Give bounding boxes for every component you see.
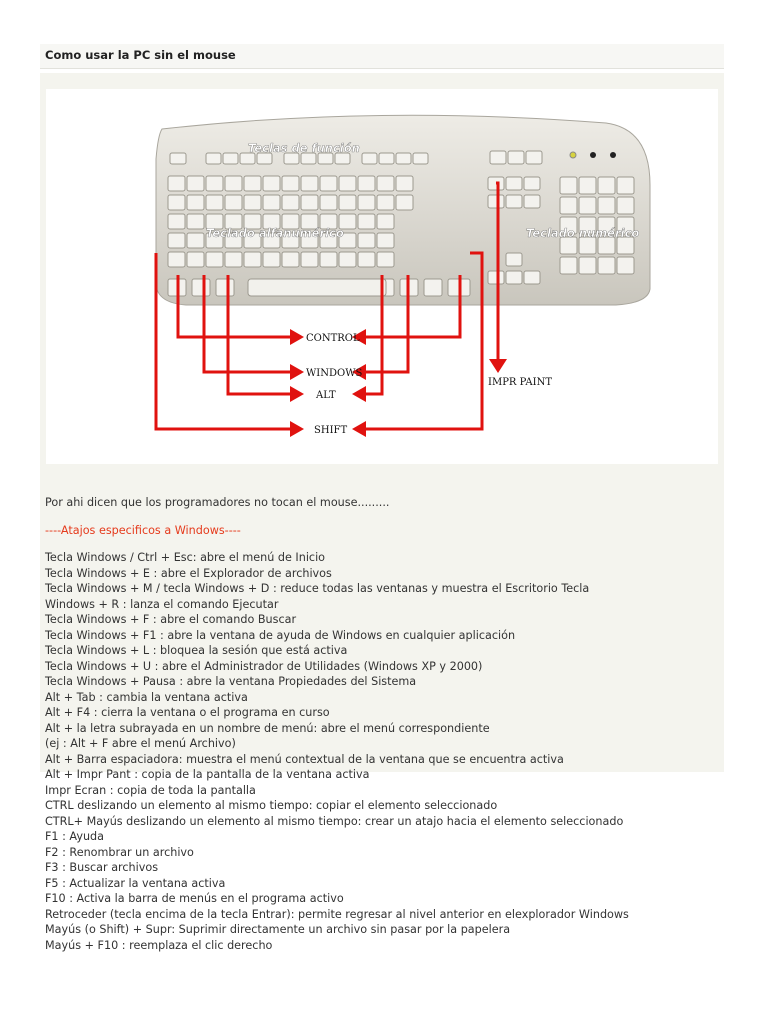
key-alphanumeric bbox=[263, 176, 280, 191]
key-system bbox=[508, 151, 524, 164]
key-alphanumeric bbox=[263, 252, 280, 267]
key-function bbox=[362, 153, 377, 164]
label-function-keys: Teclas de función bbox=[248, 141, 360, 155]
key-alphanumeric bbox=[358, 214, 375, 229]
key-alphanumeric bbox=[396, 195, 413, 210]
key-modifier bbox=[424, 279, 442, 296]
key-arrow bbox=[506, 271, 522, 284]
key-nav bbox=[506, 195, 522, 208]
label-alphanumeric: Teclado alfanumérico bbox=[206, 226, 344, 240]
shortcut-item: Mayús (o Shift) + Supr: Suprimir directamente un archivo sin pasar por la papelera bbox=[45, 923, 511, 936]
section-header: ----Atajos especificos a Windows---- bbox=[45, 523, 241, 537]
key-modifier bbox=[216, 279, 234, 296]
key-function bbox=[413, 153, 428, 164]
key-arrow bbox=[488, 271, 504, 284]
shortcut-item: Tecla Windows / Ctrl + Esc: abre el menú de Inicio bbox=[45, 551, 326, 564]
key-alphanumeric bbox=[244, 195, 261, 210]
key-alphanumeric bbox=[396, 176, 413, 191]
post-text bbox=[45, 495, 721, 953]
shortcut-item: F1 : Ayuda bbox=[45, 830, 104, 843]
key-function bbox=[379, 153, 394, 164]
key-arrow bbox=[524, 271, 540, 284]
key-alphanumeric bbox=[282, 195, 299, 210]
shortcut-item: Tecla Windows + F1 : abre la ventana de ayuda de Windows en cualquier aplicación bbox=[45, 628, 516, 642]
key-numeric bbox=[617, 177, 634, 194]
keyboard-diagram bbox=[46, 89, 718, 464]
label-alt: ALT bbox=[316, 390, 336, 401]
key-alphanumeric bbox=[320, 195, 337, 210]
indicator-light-2 bbox=[590, 152, 596, 158]
key-alphanumeric bbox=[377, 214, 394, 229]
label-impr-paint: IMPR PAINT bbox=[488, 377, 553, 388]
shortcut-item: Windows + R : lanza el comando Ejecutar bbox=[45, 597, 279, 611]
shortcut-item: Tecla Windows + Pausa : abre la ventana Propiedades del Sistema bbox=[45, 675, 417, 688]
key-alphanumeric bbox=[377, 195, 394, 210]
label-windows: WINDOWS bbox=[306, 368, 363, 379]
key-numeric bbox=[579, 197, 596, 214]
shortcut-item: F3 : Buscar archivos bbox=[45, 861, 159, 874]
key-alphanumeric bbox=[206, 195, 223, 210]
key-alphanumeric bbox=[320, 176, 337, 191]
key-alphanumeric bbox=[282, 176, 299, 191]
key-alphanumeric bbox=[168, 195, 185, 210]
post-title: Como usar la PC sin el mouse bbox=[45, 48, 236, 62]
key-alphanumeric bbox=[187, 214, 204, 229]
key-alphanumeric bbox=[168, 233, 185, 248]
key-alphanumeric bbox=[225, 176, 242, 191]
key-numeric bbox=[560, 177, 577, 194]
key-alphanumeric bbox=[377, 252, 394, 267]
shortcut-item: Alt + Tab : cambia la ventana activa bbox=[45, 690, 248, 704]
key-nav bbox=[524, 177, 540, 190]
key-alphanumeric bbox=[187, 176, 204, 191]
shortcut-item: Alt + Impr Pant : copia de la pantalla de la ventana activa bbox=[45, 768, 370, 781]
key-nav bbox=[524, 195, 540, 208]
key-alphanumeric bbox=[301, 252, 318, 267]
key-alphanumeric bbox=[358, 176, 375, 191]
key-alphanumeric bbox=[339, 176, 356, 191]
key-alphanumeric bbox=[358, 252, 375, 267]
key-numeric bbox=[598, 177, 615, 194]
shortcut-item: Tecla Windows + L : bloquea la sesión que está activa bbox=[45, 644, 348, 657]
key-alphanumeric bbox=[206, 252, 223, 267]
label-numeric: Teclado numérico bbox=[526, 226, 640, 240]
keyboard-diagram-svg bbox=[46, 89, 718, 464]
key-alphanumeric bbox=[225, 252, 242, 267]
key-alphanumeric bbox=[377, 233, 394, 248]
shortcut-item: (ej : Alt + F abre el menú Archivo) bbox=[45, 737, 236, 750]
indicator-light-3 bbox=[610, 152, 616, 158]
intro-text: Por ahi dicen que los programadores no tocan el mouse......... bbox=[45, 496, 390, 509]
key-alphanumeric bbox=[244, 252, 261, 267]
shortcut-item: Retroceder (tecla encima de la tecla Entrar): permite regresar al nivel anterior en elexplorador Windows bbox=[45, 907, 629, 921]
shortcut-item: Alt + Barra espaciadora: muestra el menú contextual de la ventana que se encuentra activa bbox=[45, 752, 564, 766]
shortcut-item: F5 : Actualizar la ventana activa bbox=[45, 876, 226, 890]
shortcut-item: F2 : Renombrar un archivo bbox=[45, 845, 194, 859]
key-alphanumeric bbox=[206, 176, 223, 191]
key-alphanumeric bbox=[282, 252, 299, 267]
shortcut-item: Tecla Windows + U : abre el Administrador de Utilidades (Windows XP y 2000) bbox=[45, 659, 483, 673]
key-modifier bbox=[192, 279, 210, 296]
shortcut-item: CTRL deslizando un elemento al mismo tiempo: copiar el elemento seleccionado bbox=[45, 799, 498, 812]
key-alphanumeric bbox=[187, 252, 204, 267]
shortcut-item: Alt + la letra subrayada en un nombre de menú: abre el menú correspondiente bbox=[45, 721, 490, 735]
shortcut-item: F10 : Activa la barra de menús en el programa activo bbox=[45, 892, 344, 905]
shortcut-item: Impr Ecran : copia de toda la pantalla bbox=[45, 783, 256, 797]
space-bar bbox=[248, 279, 386, 296]
key-alphanumeric bbox=[339, 252, 356, 267]
shortcut-item: CTRL+ Mayús deslizando un elemento al mismo tiempo: crear un atajo hacia el elemento seleccionado bbox=[45, 814, 624, 828]
indicator-light-1 bbox=[570, 152, 576, 158]
key-alphanumeric bbox=[168, 214, 185, 229]
key-nav bbox=[488, 195, 504, 208]
shortcut-item: Tecla Windows + F : abre el comando Buscar bbox=[45, 613, 297, 626]
key-arrow bbox=[506, 253, 522, 266]
key-alphanumeric bbox=[358, 233, 375, 248]
shortcut-item: Tecla Windows + E : abre el Explorador de archivos bbox=[45, 566, 332, 580]
key-alphanumeric bbox=[168, 252, 185, 267]
key-alphanumeric bbox=[244, 176, 261, 191]
key-nav bbox=[506, 177, 522, 190]
shortcut-item: Mayús + F10 : reemplaza el clic derecho bbox=[45, 938, 273, 952]
key-function bbox=[223, 153, 238, 164]
key-numeric bbox=[560, 197, 577, 214]
shortcut-list bbox=[45, 550, 721, 953]
key-system bbox=[490, 151, 506, 164]
key-alphanumeric bbox=[301, 195, 318, 210]
key-esc bbox=[170, 153, 186, 164]
key-numeric bbox=[579, 177, 596, 194]
key-alphanumeric bbox=[320, 252, 337, 267]
key-numeric bbox=[617, 197, 634, 214]
shortcut-item: Alt + F4 : cierra la ventana o el programa en curso bbox=[45, 706, 330, 719]
key-numeric bbox=[598, 257, 615, 274]
key-alphanumeric bbox=[263, 195, 280, 210]
key-alphanumeric bbox=[168, 176, 185, 191]
key-numeric bbox=[560, 257, 577, 274]
post-title-bar bbox=[40, 44, 724, 69]
key-alphanumeric bbox=[377, 176, 394, 191]
key-alphanumeric bbox=[225, 195, 242, 210]
key-numeric bbox=[579, 257, 596, 274]
shortcut-item: Tecla Windows + M / tecla Windows + D : reduce todas las ventanas y muestra el Escritorio Tecla bbox=[45, 582, 590, 595]
key-system bbox=[526, 151, 542, 164]
key-numeric bbox=[617, 257, 634, 274]
key-numeric bbox=[598, 197, 615, 214]
key-alphanumeric bbox=[187, 195, 204, 210]
key-alphanumeric bbox=[301, 176, 318, 191]
label-control: CONTROL bbox=[306, 333, 360, 344]
arrow-heads bbox=[290, 329, 507, 437]
key-alphanumeric bbox=[339, 195, 356, 210]
post-body bbox=[40, 73, 724, 952]
label-shift: SHIFT bbox=[314, 425, 348, 436]
key-function bbox=[396, 153, 411, 164]
key-alphanumeric bbox=[358, 195, 375, 210]
key-function bbox=[206, 153, 221, 164]
key-alphanumeric bbox=[187, 233, 204, 248]
